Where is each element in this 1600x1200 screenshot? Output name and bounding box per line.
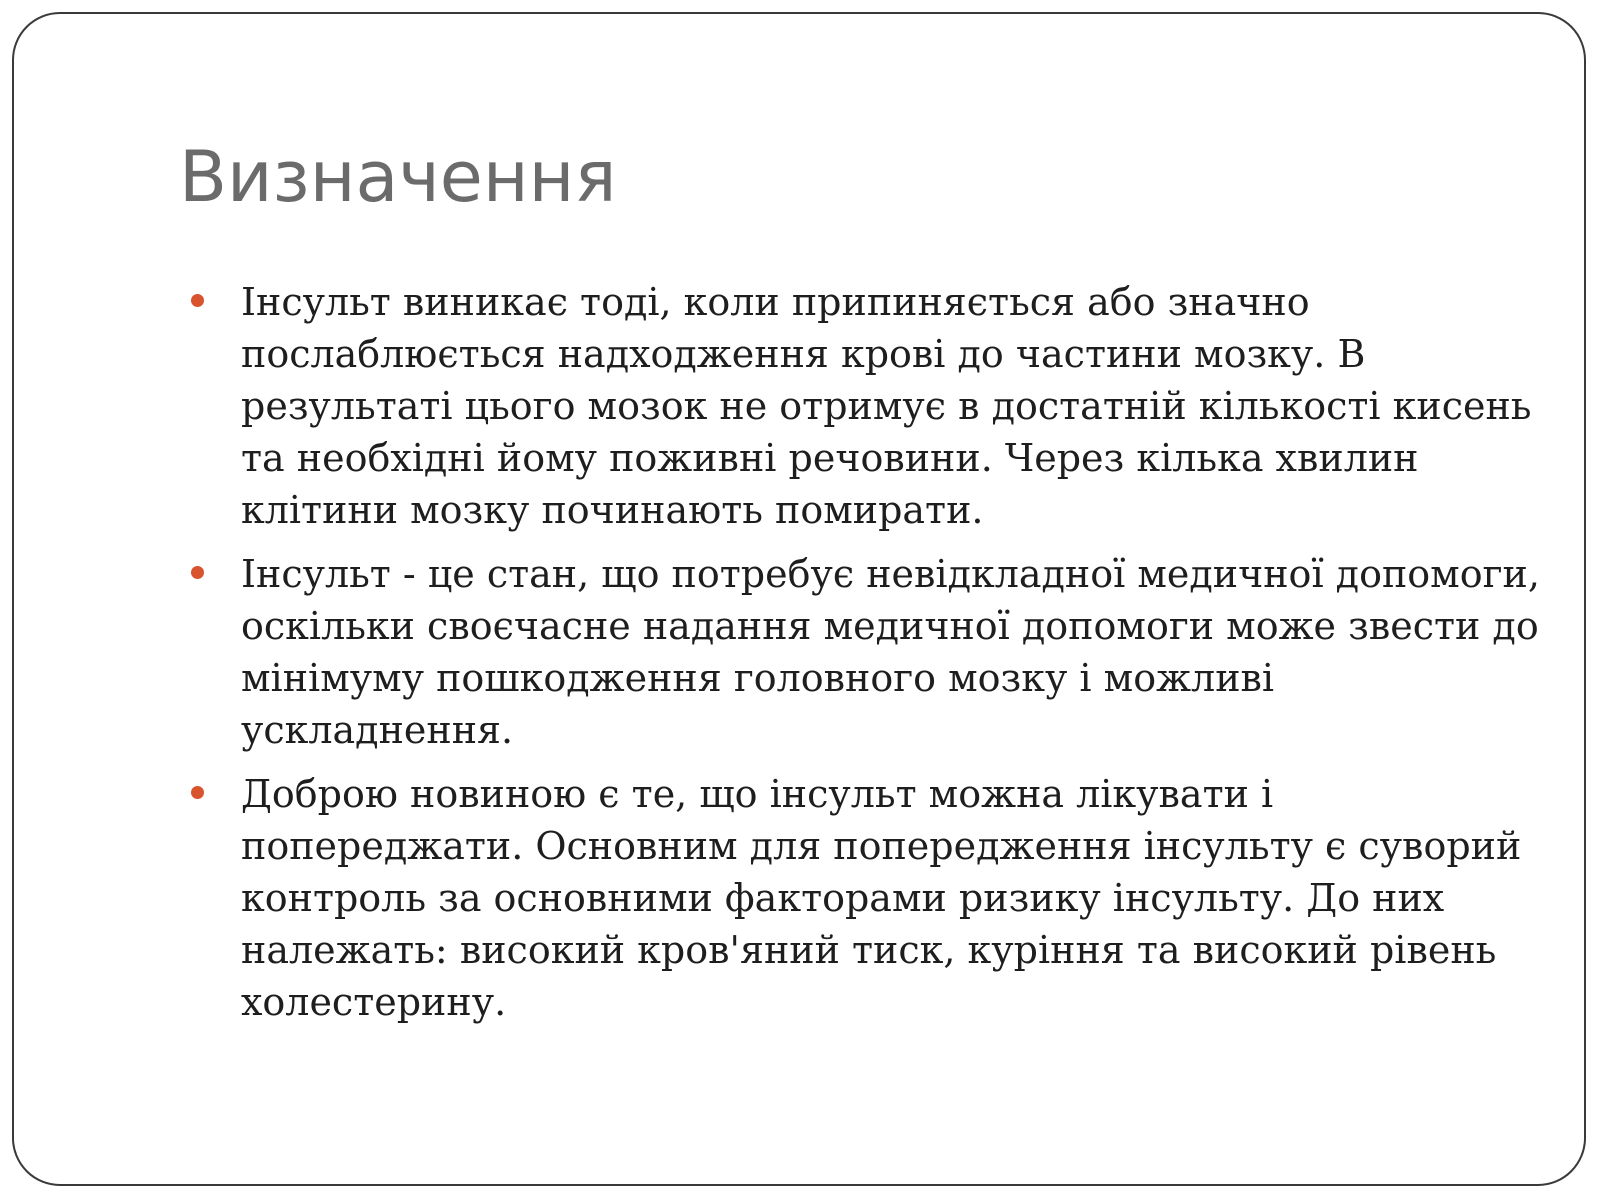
bullet-list [179, 276, 1549, 1040]
bullet-text: Інсульт - це стан, що потребує невідкладної медичної допомоги, оскільки своєчасне надання медичної допомоги може звести до мінімуму пошкодження головного мозку і можливі ускладнення. [241, 552, 1540, 752]
list-item [179, 548, 1549, 756]
list-item [179, 276, 1549, 536]
slide-title: Визначення [179, 136, 617, 218]
slide-frame [12, 12, 1586, 1186]
list-item [179, 768, 1549, 1028]
bullet-text: Інсульт виникає тоді, коли припиняється або значно послаблюється надходження крові до частини мозку. В результаті цього мозок не отримує в достатній кількості кисень та необхідні йому поживні речовини. Через кілька хвилин клітини мозку починають помирати. [241, 280, 1532, 532]
bullet-text: Доброю новиною є те, що інсульт можна лікувати і попереджати. Основним для попередження інсульту є суворий контроль за основними факторами ризику інсульту. До них належать: високий кров'яний тиск, куріння та високий рівень холестерину. [241, 772, 1522, 1024]
bullet-marker-icon [191, 566, 204, 579]
bullet-marker-icon [191, 786, 204, 799]
bullet-marker-icon [191, 294, 204, 307]
